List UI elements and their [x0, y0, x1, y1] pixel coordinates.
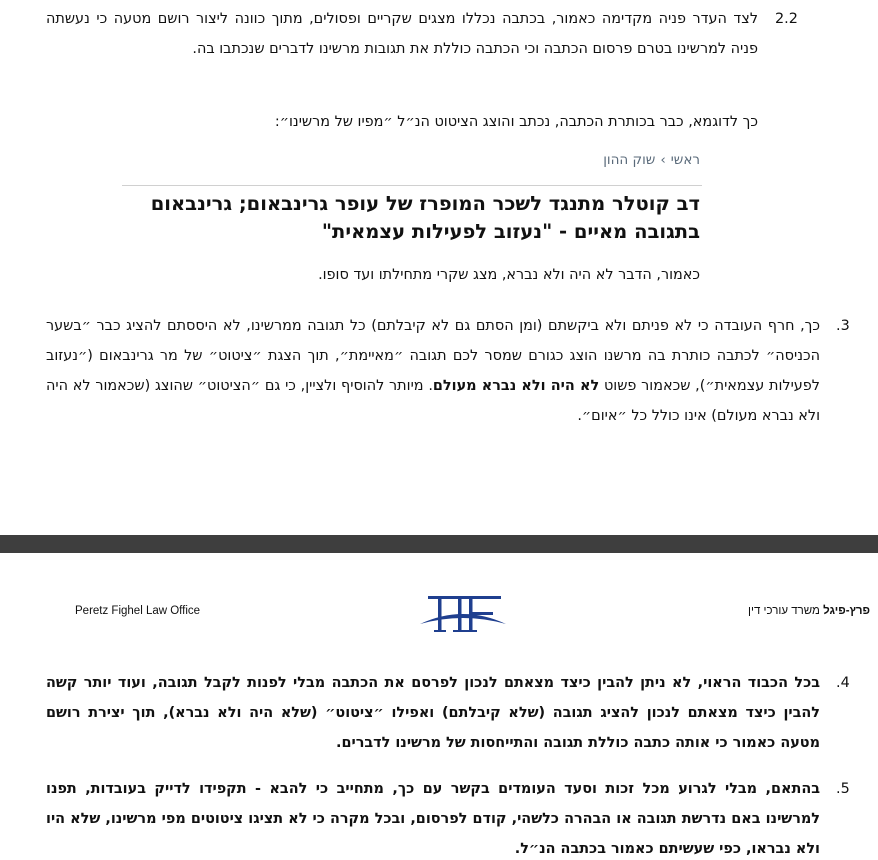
section-number-5: .5	[836, 781, 850, 797]
headline-divider	[122, 185, 702, 186]
example-line: כך לדוגמא, כבר בכותרת הכתבה, נכתב והוצג הציטוט הנ״ל ״מפיו של מרשינו״:	[274, 114, 758, 130]
section-number-2-2: 2.2	[775, 11, 798, 27]
paragraph-4: בכל הכבוד הראוי, לא ניתן להבין כיצד מצאתם לנכון לפרסם את הכתבה מבלי לפנות לקבל תגובה, ועוד יותר קשה להבין כיצד מצאתם לנכון להציג תגובה (שלא קיבלתם) ואפילו ״ציטוט״ (שלא היה ולא נברא), תוך יצירת רושם מטעה כאמור כי אותה כתבה כוללת תגובה והתייחסות של מרשינו לדברים.	[46, 675, 820, 751]
paragraph-3	[46, 311, 820, 431]
breadcrumb-section-link[interactable]: שוק ההון	[603, 152, 656, 168]
section-number-3: .3	[836, 318, 850, 334]
page-separator	[0, 535, 878, 553]
section-number-4: .4	[836, 675, 850, 691]
paragraph-2-2: לצד העדר פניה מקדימה כאמור, בכתבה נכללו מצגים שקריים ופסולים, מתוך כוונה ליצור רושם מטעה כי נעשתה פניה למרשינו בטרם פרסום הכתבה וכי הכתבה כוללת את תגובות מרשינו לדברים שנכתבו בה.	[46, 11, 758, 57]
article-headline: דב קוטלר מתנגד לשכר המופרז של עופר גרינבאום; גרינבאום בתגובה מאיים - "נעזוב לפעילות עצמאית"	[150, 192, 700, 243]
paragraph-5: בהתאם, מבלי לגרוע מכל זכות וסעד העומדים בקשר עם כך, מתחייב כי להבא - תקפידו לדייק בעובדות, תפנו למרשינו באם נדרשת תגובה או הבהרה כלשהי, קודם לפרסום, ובכל מקרה כי לא תציגו ציטוטים מפי מרשינו, שלא היו ולא נבראו, כפי שעשיתם כאמור בכתבה הנ״ל.	[46, 781, 820, 857]
paragraph-3-bold: לא היה ולא נברא מעולם	[432, 378, 600, 394]
lead-sentence: כאמור, הדבר לא היה ולא נברא, מצג שקרי מתחילתו ועד סופו.	[318, 267, 700, 283]
breadcrumb	[603, 149, 700, 171]
breadcrumb-home-link[interactable]: ראשי	[670, 152, 700, 168]
firm-logo-icon	[418, 590, 508, 638]
paragraph-3-text-b: . מיותר להוסיף ולציין, כי גם ״הציטוט״ שהוצג (שכאמור לא היה ולא נברא מעולם) אינו כולל כל ״איום״.	[46, 378, 820, 424]
letterhead-hebrew-name	[748, 605, 870, 617]
letterhead-hebrew-bold: פרץ-פיגל	[823, 605, 870, 617]
letterhead-english-name: Peretz Fighel Law Office	[75, 605, 201, 617]
letterhead-hebrew-rest: משרד עורכי דין	[747, 605, 824, 617]
breadcrumb-chevron-icon: ›	[660, 152, 666, 168]
paragraph-3-text-a: כך, חרף העובדה כי לא פניתם ולא ביקשתם (ומן הסתם גם לא קיבלתם) כל תגובה ממרשינו, לא היססתם להציג כבר ״בשער הכניסה״ לכתבה כותרת בה מרשנו הוצג כגורם שמסר לכם תגובה ״מאיימת״, תוך הצגת ״ציטוט״ של מר גרינבאום (״נעזוב לפעילות עצמאית״), שכאמור פשוט	[46, 318, 820, 394]
